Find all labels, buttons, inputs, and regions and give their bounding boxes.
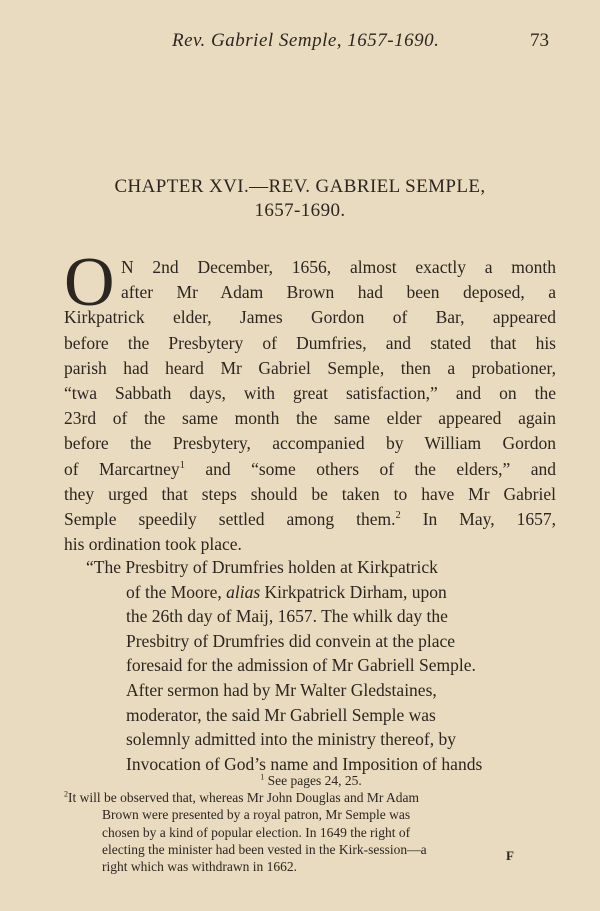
footnote-1: [64, 772, 558, 789]
quote-line: moderator, the said Mr Gabriell Semple was: [126, 704, 436, 725]
quote-line: After sermon had by Mr Walter Gledstaines,: [126, 679, 437, 700]
block-quote: [86, 555, 556, 776]
body-line: parish had heard Mr Gabriel Semple, then a probationer,: [64, 357, 556, 378]
footnote-line: Brown were presented by a royal patron, Mr Semple was: [102, 807, 411, 823]
footnote-text: See pages 24, 25.: [267, 773, 362, 788]
footnotes: [64, 772, 558, 875]
body-line: [64, 507, 556, 532]
body-line: before the Presbytery, accompanied by William Gordon: [64, 433, 556, 454]
body-line: [64, 457, 556, 482]
quote-line: [86, 580, 556, 605]
footnote-mark: 1: [260, 772, 265, 782]
footnote-2: [64, 789, 558, 875]
quote-fragment: Kirkpatrick Dirham, upon: [264, 581, 447, 602]
body-line: after Mr Adam Brown had been deposed, a: [121, 282, 556, 303]
footnote-line: [64, 789, 558, 806]
running-head: [0, 30, 600, 56]
body-line: his ordination took place.: [64, 534, 242, 555]
body-paragraph: [64, 244, 556, 557]
body-text-fragment: of Marcartney: [64, 458, 180, 479]
drop-cap: O: [64, 244, 115, 321]
footnote-ref: 1: [179, 459, 185, 471]
body-text-fragment: Semple speedily settled among them.: [64, 508, 396, 529]
footnote-mark: 2: [64, 789, 69, 799]
quote-line: foresaid for the admission of Mr Gabriell Semple.: [126, 655, 476, 676]
body-line: Kirkpatrick elder, James Gordon of Bar, appeared: [64, 307, 556, 328]
quote-line: the 26th day of Maij, 1657. The whilk day the: [126, 606, 448, 627]
footnote-ref: 2: [395, 510, 401, 522]
signature-mark: F: [506, 848, 514, 863]
footnote-line: right which was withdrawn in 1662.: [102, 859, 297, 875]
page-number: 73: [530, 30, 549, 51]
quote-line: solemnly admitted into the ministry thereof, by: [126, 729, 457, 750]
footnote-line: electing the minister had been vested in the Kirk-session—a: [102, 841, 427, 857]
quote-line: “The Presbitry of Drumfries holden at Kirkpatrick: [86, 557, 438, 577]
footnote-text: It will be observed that, whereas Mr John Douglas and Mr Adam: [68, 790, 419, 806]
quote-line: Invocation of God’s name and Imposition of hands: [126, 753, 483, 774]
body-text-fragment: In May, 1657,: [422, 508, 556, 529]
running-title: Rev. Gabriel Semple, 1657-1690.: [172, 30, 440, 51]
body-text-fragment: and “some others of the elders,” and: [205, 458, 556, 479]
chapter-title: CHAPTER XVI.—REV. GABRIEL SEMPLE,: [114, 176, 486, 197]
chapter-dates: 1657-1690.: [254, 200, 346, 221]
quote-italic: alias: [226, 581, 261, 602]
body-line: “twa Sabbath days, with great satisfaction,” and on the: [64, 382, 556, 403]
body-line: 23rd of the same month the same elder appeared again: [64, 408, 556, 429]
body-line: before the Presbytery of Dumfries, and stated that his: [64, 332, 556, 353]
quote-fragment: of the Moore,: [126, 581, 222, 602]
quote-line: Presbitry of Drumfries did convein at the place: [126, 630, 455, 651]
footnote-line: chosen by a kind of popular election. In 1649 the right of: [102, 824, 411, 840]
body-line: N 2nd December, 1656, almost exactly a month: [121, 257, 556, 277]
chapter-heading: [0, 175, 600, 223]
body-line: they urged that steps should be taken to have Mr Gabriel: [64, 483, 556, 504]
